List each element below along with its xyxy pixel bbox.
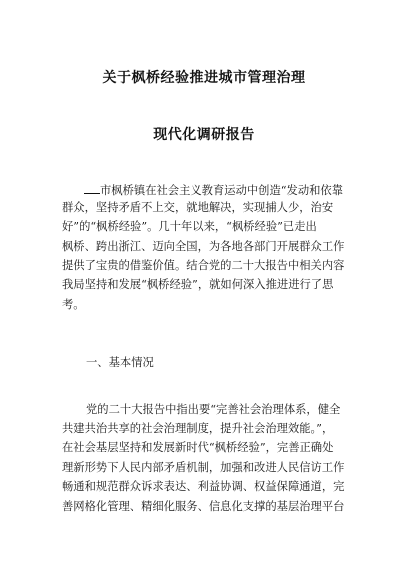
document-title-line-2: 现代化调研报告 [153, 127, 255, 143]
section1-line-1: 党的二十大报告中指出要“完善社会治理体系，健全 [86, 403, 341, 416]
intro-line-1-text: 市枫桥镇在社会主义教育运动中创造“发动和依靠 [100, 184, 344, 197]
intro-line-5: 提供了宝贵的借鉴价值。结合党的二十大报告中相关内容 [62, 259, 345, 272]
section-heading: 一、基本情况 [86, 356, 154, 369]
blank-underline [84, 182, 100, 194]
intro-line-7: 考。 [62, 298, 85, 311]
intro-line-6: 我局坚持和发展“枫桥经验”，就如何深入推进进行了思 [62, 278, 334, 291]
section1-line-6: 善网格化管理、精细化服务、信息化支撑的基层治理平台 [62, 500, 345, 513]
section1-line-3: 在社会基层坚持和发展新时代“枫桥经验”，完善正确处 [62, 441, 334, 454]
document-title-line-1: 关于枫桥经验推进城市管理治理 [102, 70, 306, 86]
intro-line-3: 好”的“枫桥经验”。几十年以来，“枫桥经验”已走出 [62, 220, 317, 233]
section1-line-2: 共建共治共享的社会治理制度，提升社会治理效能。”， [62, 422, 334, 435]
intro-line-1 [84, 182, 343, 198]
intro-line-4: 枫桥、跨出浙江、迈向全国，为各地各部门开展群众工作 [62, 240, 345, 253]
intro-line-2: 群众，坚持矛盾不上交，就地解决，实现捕人少，治安 [62, 201, 334, 214]
section1-line-4: 理新形势下人民内部矛盾机制，加强和改进人民信访工作 [62, 461, 345, 474]
section1-line-5: 畅通和规范群众诉求表达、利益协调、权益保障通道，完 [62, 480, 345, 493]
